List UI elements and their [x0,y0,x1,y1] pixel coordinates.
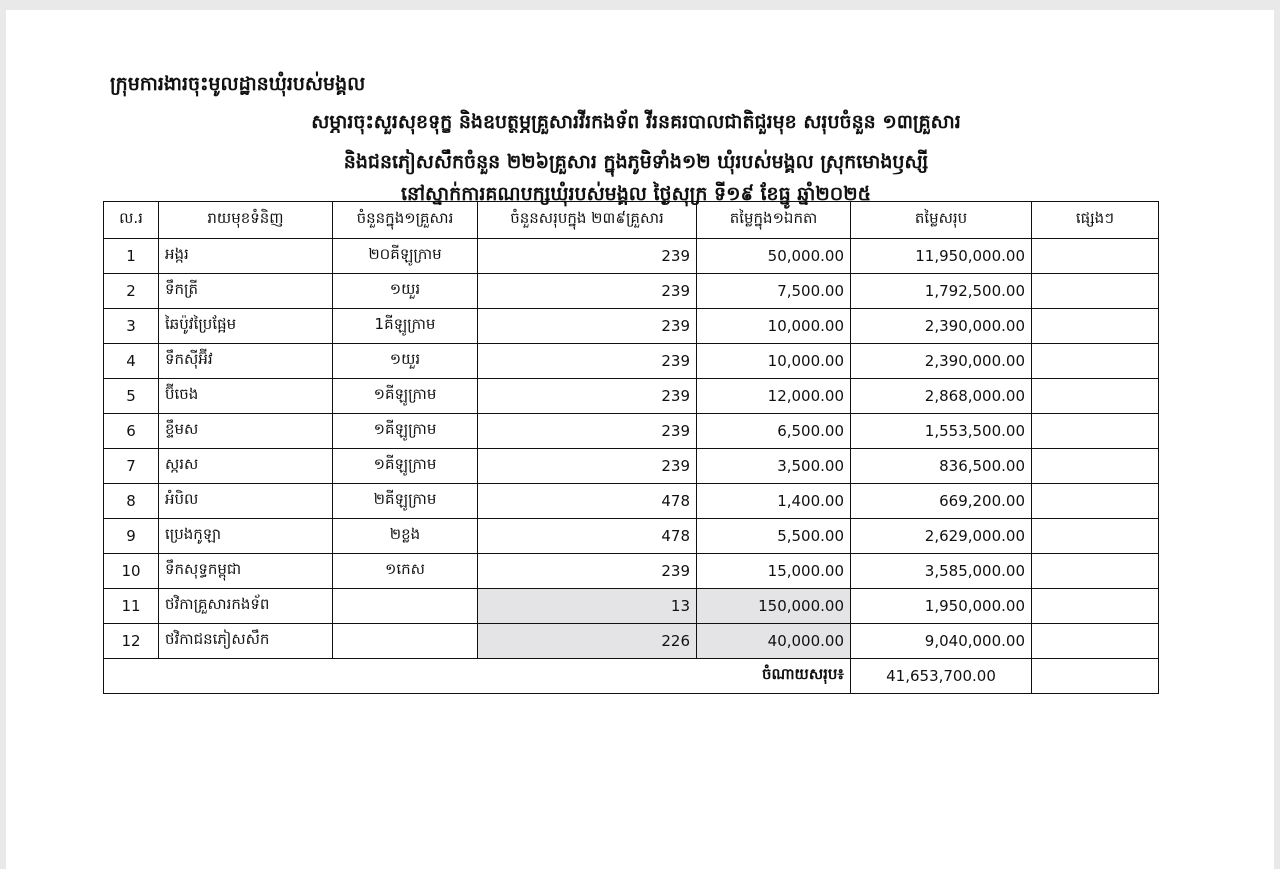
column-header-no: ល.រ [104,202,159,239]
total-price: 836,500.00 [851,449,1032,484]
total-qty: 239 [478,554,697,589]
unit-price: 7,500.00 [697,274,851,309]
item-name: អំបិល [159,484,333,519]
unit-price: 1,400.00 [697,484,851,519]
column-header-item: រាយមុខទំនិញ [159,202,333,239]
title-line-2: និងជនភៀសសឹកចំនួន ២២៦គ្រួសារ ក្នុងភូមិទាំង១២ ឃុំរបស់មង្គល ស្រុកមោងឫស្សី [343,151,929,173]
column-header-total-qty: ចំនួនសរុបក្នុង ២៣៩គ្រួសារ [478,202,697,239]
item-name: អង្ករ [159,239,333,274]
row-number: 5 [104,379,159,414]
row-number: 4 [104,344,159,379]
per-family-qty: ១យួរ [333,274,478,309]
per-family-qty: ២ខ្លង [333,519,478,554]
table-row [104,624,1159,659]
table-row [104,519,1159,554]
per-family-qty: ១យួរ [333,344,478,379]
per-family-qty [333,589,478,624]
total-price: 1,950,000.00 [851,589,1032,624]
total-price: 1,553,500.00 [851,414,1032,449]
total-qty: 239 [478,309,697,344]
row-number: 8 [104,484,159,519]
per-family-qty: ១កេស [333,554,478,589]
table-row [104,344,1159,379]
unit-price: 150,000.00 [697,589,851,624]
per-family-qty: ១គីឡូក្រាម [333,449,478,484]
total-price: 1,792,500.00 [851,274,1032,309]
other-cell [1032,344,1159,379]
table-row [104,379,1159,414]
other-cell [1032,379,1159,414]
total-qty: 239 [478,414,697,449]
item-name: ថវិកាជនភៀសសឹក [159,624,333,659]
organization-heading: ក្រុមការងារចុះមូលដ្ឋានឃុំរបស់មង្គល [110,73,366,95]
item-name: ថវិកាគ្រួសារកងទ័ព [159,589,333,624]
other-cell [1032,309,1159,344]
other-cell [1032,274,1159,309]
total-price: 2,390,000.00 [851,309,1032,344]
total-price: 11,950,000.00 [851,239,1032,274]
item-name: ស្ករស [159,449,333,484]
total-row [104,659,1159,694]
other-cell [1032,554,1159,589]
column-header-other: ផ្សេងៗ [1032,202,1159,239]
row-number: 2 [104,274,159,309]
unit-price: 5,500.00 [697,519,851,554]
table-row [104,589,1159,624]
other-cell [1032,589,1159,624]
row-number: 10 [104,554,159,589]
other-cell [1032,484,1159,519]
other-cell [1032,624,1159,659]
items-table [103,201,1159,694]
total-qty: 239 [478,379,697,414]
table-row [104,274,1159,309]
table-row [104,309,1159,344]
total-qty: 226 [478,624,697,659]
item-name: ប្រេងកូឡា [159,519,333,554]
total-price: 2,629,000.00 [851,519,1032,554]
item-name: ទឹកត្រី [159,274,333,309]
table-row [104,554,1159,589]
column-header-unit-price: តម្លៃក្នុង១ឯកតា [697,202,851,239]
total-price: 9,040,000.00 [851,624,1032,659]
total-price: 2,868,000.00 [851,379,1032,414]
total-qty: 239 [478,344,697,379]
unit-price: 15,000.00 [697,554,851,589]
total-qty: 478 [478,484,697,519]
row-number: 9 [104,519,159,554]
total-price: 2,390,000.00 [851,344,1032,379]
title-line-3: នៅស្នាក់ការគណបក្សឃុំរបស់មង្គល ថ្ងៃសុក្រ ទី១៩ ខែធ្នូ ឆ្នាំ២០២៥ [400,183,872,205]
table-row [104,414,1159,449]
table-row [104,449,1159,484]
row-number: 7 [104,449,159,484]
other-cell [1032,519,1159,554]
column-header-per-family: ចំនួនក្នុង១គ្រួសារ [333,202,478,239]
per-family-qty: ២គីឡូក្រាម [333,484,478,519]
item-name: ទឹកស៊ីអ៊ីវ [159,344,333,379]
column-header-total-price: តម្លៃសរុប [851,202,1032,239]
other-cell [1032,414,1159,449]
row-number: 3 [104,309,159,344]
unit-price: 40,000.00 [697,624,851,659]
item-name: ខ្ទឹមស [159,414,333,449]
per-family-qty: ២០គីឡូក្រាម [333,239,478,274]
total-price: 669,200.00 [851,484,1032,519]
per-family-qty [333,624,478,659]
unit-price: 3,500.00 [697,449,851,484]
per-family-qty: ១គីឡូក្រាម [333,414,478,449]
unit-price: 10,000.00 [697,344,851,379]
unit-price: 12,000.00 [697,379,851,414]
item-name: ទឹកសុទ្ធកម្ពុជា [159,554,333,589]
table-header-row [104,202,1159,239]
table-row [104,239,1159,274]
other-cell [1032,449,1159,484]
total-qty: 478 [478,519,697,554]
total-qty: 239 [478,449,697,484]
total-qty: 239 [478,274,697,309]
row-number: 1 [104,239,159,274]
total-qty: 13 [478,589,697,624]
per-family-qty: 1គីឡូក្រាម [333,309,478,344]
total-price: 3,585,000.00 [851,554,1032,589]
table-row [104,484,1159,519]
unit-price: 50,000.00 [697,239,851,274]
per-family-qty: ១គីឡូក្រាម [333,379,478,414]
other-cell [1032,239,1159,274]
total-qty: 239 [478,239,697,274]
title-line-1: សម្ភារចុះសួរសុខទុក្ខ និងឧបត្ថម្ភគ្រួសារវីរកងទ័ព វីរនគរបាលជាតិជួរមុខ សរុបចំនួន ១៣គ្រួសារ [311,111,961,133]
item-name: ប៊ីចេង [159,379,333,414]
row-number: 6 [104,414,159,449]
row-number: 12 [104,624,159,659]
unit-price: 10,000.00 [697,309,851,344]
grand-total-label: ចំណាយសរុប៖ [104,659,851,694]
item-name: ឆៃប៉ូវប្រៃផ្អែម [159,309,333,344]
unit-price: 6,500.00 [697,414,851,449]
total-other-cell [1032,659,1159,694]
grand-total-value: 41,653,700.00 [851,659,1032,694]
row-number: 11 [104,589,159,624]
